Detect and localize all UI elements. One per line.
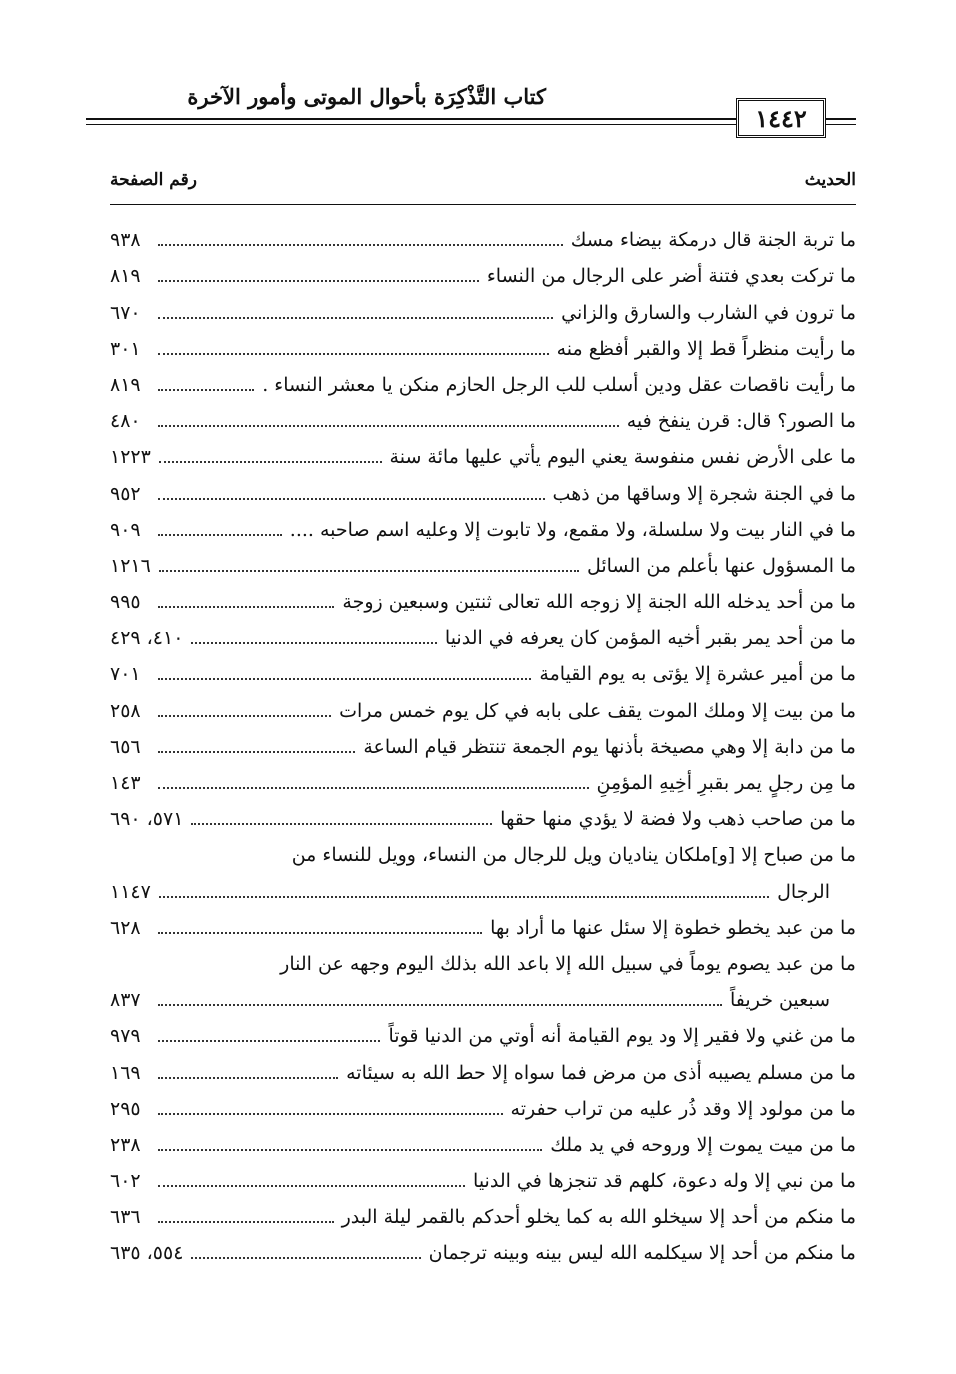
leader-dots <box>158 1185 465 1187</box>
entry-page: ٤١٠، ٤٢٩ <box>110 627 184 650</box>
leader-dots <box>158 425 619 427</box>
running-header <box>86 80 856 138</box>
index-entry <box>110 222 856 258</box>
entry-text: ما من ميت يموت إلا وروحه في يد ملك <box>550 1133 856 1156</box>
entry-text: ما على الأرض نفس منفوسة يعني اليوم يأتي عليها مائة سنة <box>389 446 856 469</box>
entry-page: ٣٠١ <box>110 337 141 360</box>
entry-page: ٢٥٨ <box>110 699 141 722</box>
leader-dots <box>191 823 492 825</box>
entry-text: ما من مسلم يصيبه أذى من مرض فما سواه إلا حط الله به سيئاته <box>346 1061 856 1084</box>
entry-text: ما مِن رجلٍ يمر بقبرِ أخِيهِ المؤمِنِ <box>596 772 856 794</box>
entry-page: ٦٢٨ <box>110 916 141 939</box>
entry-page: ٨١٩ <box>110 373 141 396</box>
entry-page: ١٤٣ <box>110 772 141 794</box>
index-entry <box>110 656 856 692</box>
index-entry <box>110 1054 856 1090</box>
entry-page: ٧٠١ <box>110 663 141 686</box>
column-header-rule <box>110 204 856 205</box>
entry-page: ١٢٢٣ <box>110 446 151 469</box>
index-entry <box>110 331 856 367</box>
index-entry <box>110 584 856 620</box>
index-entry <box>110 1018 856 1054</box>
entry-page: ١٢١٦ <box>110 554 151 577</box>
leader-dots <box>158 606 334 608</box>
entry-text: ما تربة الجنة قال درمكة بيضاء مسك <box>570 229 856 252</box>
index-entry <box>110 367 856 403</box>
entry-text: ما من أحد يمر بقبر أخيه المؤمن كان يعرفه في الدنيا <box>444 627 856 650</box>
index-entry <box>110 512 856 548</box>
index-entry <box>110 294 856 330</box>
entry-text: ما الصور؟ قال: قرن ينفخ فيه <box>626 410 856 433</box>
entry-page: ٩٠٩ <box>110 518 141 541</box>
entry-page: ٦٧٠ <box>110 301 141 324</box>
entry-page: ١١٤٧ <box>110 880 151 903</box>
entry-text-continuation: سبعين خريفاً <box>730 989 830 1012</box>
index-entry-continuation <box>110 873 856 909</box>
book-title: كتاب التَّذْكِرَة بأحوال الموتى وأمور الآخرة <box>187 84 546 109</box>
index-entry <box>110 258 856 294</box>
entry-text: ما من أمير عشرة إلا يؤتى به يوم القيامة <box>539 663 856 686</box>
entry-text: ما من غني ولا فقير إلا ود يوم القيامة أنه أوتي من الدنيا قوتاً <box>388 1025 856 1048</box>
entry-text: ما من بيت إلا وملك الموت يقف على بابه في كل يوم خمس مرات <box>339 699 856 722</box>
entry-page: ٩٧٩ <box>110 1025 141 1048</box>
page-number: ١٤٤٢ <box>736 98 826 138</box>
column-header-hadith: الحديث <box>804 170 856 190</box>
leader-dots <box>158 1221 334 1223</box>
column-header-page: رقم الصفحة <box>110 170 197 190</box>
leader-dots <box>158 244 563 246</box>
entry-page: ٢٣٨ <box>110 1133 141 1156</box>
index-entry <box>110 910 856 946</box>
entry-text: ما من أحد يدخله الله الجنة إلا زوجه الله تعالى ثنتين وسبعين زوجة <box>342 591 856 614</box>
index-entry <box>110 1127 856 1163</box>
index-entry <box>110 548 856 584</box>
leader-dots <box>158 353 549 355</box>
index-entry <box>110 403 856 439</box>
entry-text-continuation: الرجال <box>777 880 830 903</box>
leader-dots <box>158 1040 380 1042</box>
entry-page: ٩٩٥ <box>110 591 141 614</box>
entry-text: ما من صاحب ذهب ولا فضة لا يؤدي منها حقها <box>500 808 856 831</box>
leader-dots <box>191 642 436 644</box>
leader-dots <box>158 1149 542 1151</box>
leader-dots <box>158 787 589 789</box>
entry-page: ٨١٩ <box>110 265 141 288</box>
index-entries <box>110 222 856 1271</box>
entry-text: ما في النار بيت ولا سلسلة، ولا مقمع، ولا تابوت إلا وعليه اسم صاحبه .... <box>289 518 856 541</box>
entry-page: ٥٥٤، ٦٣٥ <box>110 1242 184 1265</box>
index-entry <box>110 439 856 475</box>
leader-dots <box>158 678 531 680</box>
leader-dots <box>158 1077 338 1079</box>
index-entry <box>110 946 856 982</box>
leader-dots <box>191 1257 420 1259</box>
entry-text: ما من دابة إلا وهي مصيخة بأذنها يوم الجمعة تنتظر قيام الساعة <box>363 735 856 758</box>
leader-dots <box>158 1113 503 1115</box>
leader-dots <box>158 1004 722 1006</box>
entry-page: ٤٨٠ <box>110 410 141 433</box>
leader-dots <box>158 317 553 319</box>
leader-dots <box>158 715 331 717</box>
index-entry-continuation <box>110 982 856 1018</box>
entry-text: ما منكم من أحد إلا سيكلمه الله ليس بينه وبينه ترجمان <box>428 1242 856 1265</box>
entry-text: ما من نبي إلا وله دعوة، كلهم قد تنجزها في الدنيا <box>473 1170 856 1193</box>
entry-page: ١٦٩ <box>110 1061 141 1084</box>
leader-dots <box>158 751 355 753</box>
entry-text: ما في الجنة شجرة إلا وساقها من ذهب <box>552 482 856 505</box>
entry-page: ٥٧١، ٦٩٠ <box>110 808 184 831</box>
index-entry <box>110 801 856 837</box>
entry-page: ٦٥٦ <box>110 735 141 758</box>
index-entry <box>110 765 856 801</box>
leader-dots <box>158 932 482 934</box>
entry-text: ما تركت بعدي فتنة أضر على الرجال من النساء <box>486 265 856 288</box>
index-entry <box>110 1091 856 1127</box>
entry-page: ٨٣٧ <box>110 989 141 1012</box>
index-entry <box>110 692 856 728</box>
leader-dots <box>158 280 479 282</box>
entry-text: ما من عبد يصوم يوماً في سبيل الله إلا باعد الله بذلك اليوم وجهه عن النار <box>280 952 856 975</box>
entry-text: ما من مولود إلا وقد ذُر عليه من تراب حفرته <box>510 1097 856 1120</box>
leader-dots <box>158 534 282 536</box>
entry-text: ما منكم من أحد إلا سيخلو الله به كما يخلو أحدكم بالقمر ليلة البدر <box>341 1206 856 1229</box>
entry-page: ٩٣٨ <box>110 229 141 252</box>
entry-text: ما ترون في الشارب والسارق والزاني <box>561 301 856 324</box>
index-entry <box>110 837 856 873</box>
leader-dots <box>159 570 579 572</box>
column-headers <box>110 170 856 202</box>
leader-dots <box>158 498 545 500</box>
index-entry <box>110 620 856 656</box>
entry-text: ما من صباح إلا [و]ملكان يناديان ويل للرجال من النساء، وويل للنساء من <box>291 844 856 867</box>
entry-text: ما رأيت منظراً قط إلا والقبر أفظع منه <box>556 337 856 360</box>
index-entry <box>110 1163 856 1199</box>
leader-dots <box>159 461 382 463</box>
entry-page: ٦٣٦ <box>110 1206 141 1229</box>
entry-page: ٦٠٢ <box>110 1170 141 1193</box>
index-entry <box>110 1199 856 1235</box>
entry-page: ٩٥٢ <box>110 482 141 505</box>
entry-text: ما رأيت ناقصات عقل ودين أسلب للب الرجل الحازم منكن يا معشر النساء . <box>262 373 856 396</box>
leader-dots <box>159 896 769 898</box>
entry-page: ٢٩٥ <box>110 1097 141 1120</box>
index-entry <box>110 475 856 511</box>
entry-text: ما من عبد يخطو خطوة إلا سئل عنها ما أراد بها <box>490 916 856 939</box>
index-entry <box>110 729 856 765</box>
leader-dots <box>158 389 254 391</box>
index-entry <box>110 1235 856 1271</box>
entry-text: ما المسؤول عنها بأعلم من السائل <box>586 554 856 577</box>
